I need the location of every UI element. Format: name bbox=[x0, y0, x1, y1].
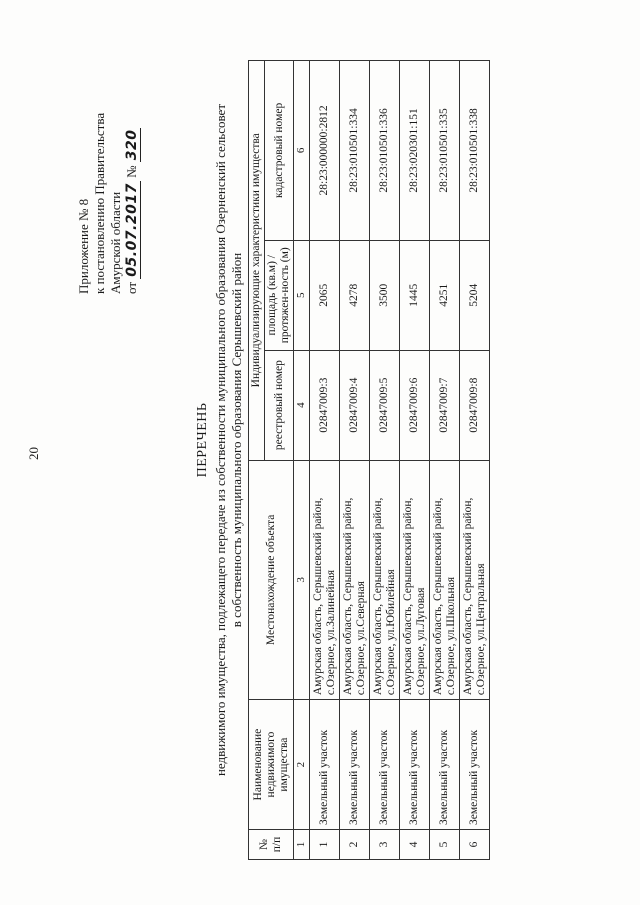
header-characteristics: Индивидуализирующие характеристики имущества bbox=[249, 61, 265, 461]
cell-location: Амурская область, Серышевский район, с.Озерное, ул.Школьная bbox=[430, 460, 460, 700]
header-num: № п/п bbox=[249, 830, 294, 860]
cell-name: Земельный участок bbox=[370, 700, 400, 830]
header-location: Местонахождение объекта bbox=[249, 460, 294, 700]
cell-registry: 02847009:5 bbox=[370, 350, 400, 460]
cell-cadastral: 28:23:010501:336 bbox=[370, 61, 400, 241]
cell-name: Земельный участок bbox=[460, 700, 490, 830]
cell-cadastral: 28:23:010501:335 bbox=[430, 61, 460, 241]
table-header-row bbox=[249, 61, 265, 860]
table-row bbox=[310, 61, 340, 860]
cell-num: 4 bbox=[400, 830, 430, 860]
number-prefix: № bbox=[124, 165, 139, 178]
cell-cadastral: 28:23:000000:2812 bbox=[310, 61, 340, 241]
cell-location: Амурская область, Серышевский район, с.Озерное, ул.Луговая bbox=[400, 460, 430, 700]
title-line-1: недвижимого имущества, подлежащего передаче из собственности муниципального образования Озерненский сельсовет bbox=[213, 103, 228, 777]
cell-area: 4278 bbox=[340, 240, 370, 350]
cell-name: Земельный участок bbox=[340, 700, 370, 830]
cell-location: Амурская область, Серышевский район, с.Озерное, ул.Северная bbox=[340, 460, 370, 700]
cell-num: 2 bbox=[340, 830, 370, 860]
column-number-row bbox=[294, 61, 310, 860]
column-number: 3 bbox=[294, 460, 310, 700]
appendix-line-3: Амурской области bbox=[108, 191, 123, 294]
handwritten-number: 320 bbox=[124, 129, 140, 161]
cell-name: Земельный участок bbox=[430, 700, 460, 830]
cell-registry: 02847009:3 bbox=[310, 350, 340, 460]
cell-num: 1 bbox=[310, 830, 340, 860]
appendix-block bbox=[76, 113, 140, 294]
cell-location: Амурская область, Серышевский район, с.Озерное, ул.Юбилейная bbox=[370, 460, 400, 700]
cell-num: 6 bbox=[460, 830, 490, 860]
cell-registry: 02847009:4 bbox=[340, 350, 370, 460]
column-number: 6 bbox=[294, 61, 310, 241]
column-number: 1 bbox=[294, 830, 310, 860]
appendix-date-line bbox=[124, 113, 140, 294]
table-row bbox=[340, 61, 370, 860]
table-row bbox=[400, 61, 430, 860]
handwritten-date: 05.07.2017 bbox=[124, 183, 140, 277]
document-heading: ПЕРЕЧЕНЬ bbox=[195, 402, 210, 478]
cell-area: 4251 bbox=[430, 240, 460, 350]
header-name: Наименование недвижимого имущества bbox=[249, 700, 294, 830]
property-table bbox=[248, 60, 490, 860]
header-registry: реестровый номер bbox=[265, 350, 294, 460]
column-number: 5 bbox=[294, 240, 310, 350]
cell-num: 3 bbox=[370, 830, 400, 860]
cell-name: Земельный участок bbox=[400, 700, 430, 830]
cell-area: 2065 bbox=[310, 240, 340, 350]
cell-area: 5204 bbox=[460, 240, 490, 350]
header-area: площадь (кв.м) / протяжен-ность (м) bbox=[265, 240, 294, 350]
table-row bbox=[370, 61, 400, 860]
cell-registry: 02847009:8 bbox=[460, 350, 490, 460]
table-row bbox=[430, 61, 460, 860]
date-prefix: от bbox=[124, 281, 139, 294]
rotated-content bbox=[20, 20, 620, 880]
cell-cadastral: 28:23:020301:151 bbox=[400, 61, 430, 241]
title-block bbox=[195, 60, 245, 820]
title-line-2: в собственность муниципального образования Серышевский район bbox=[229, 252, 244, 628]
cell-location: Амурская область, Серышевский район, с.Озерное, ул.Залинейная bbox=[310, 460, 340, 700]
header-cadastral: кадастровый номер bbox=[265, 61, 294, 241]
cell-registry: 02847009:7 bbox=[430, 350, 460, 460]
cell-cadastral: 28:23:010501:334 bbox=[340, 61, 370, 241]
appendix-line-1: Приложение № 8 bbox=[76, 198, 91, 294]
cell-num: 5 bbox=[430, 830, 460, 860]
cell-area: 1445 bbox=[400, 240, 430, 350]
cell-area: 3500 bbox=[370, 240, 400, 350]
column-number: 2 bbox=[294, 700, 310, 830]
cell-location: Амурская область, Серышевский район, с.Озерное, ул.Центральная bbox=[460, 460, 490, 700]
column-number: 4 bbox=[294, 350, 310, 460]
page-number: 20 bbox=[26, 447, 41, 460]
table-row bbox=[460, 61, 490, 860]
cell-cadastral: 28:23:010501:338 bbox=[460, 61, 490, 241]
cell-name: Земельный участок bbox=[310, 700, 340, 830]
appendix-line-2: к постановлению Правительства bbox=[92, 112, 107, 294]
cell-registry: 02847009:6 bbox=[400, 350, 430, 460]
